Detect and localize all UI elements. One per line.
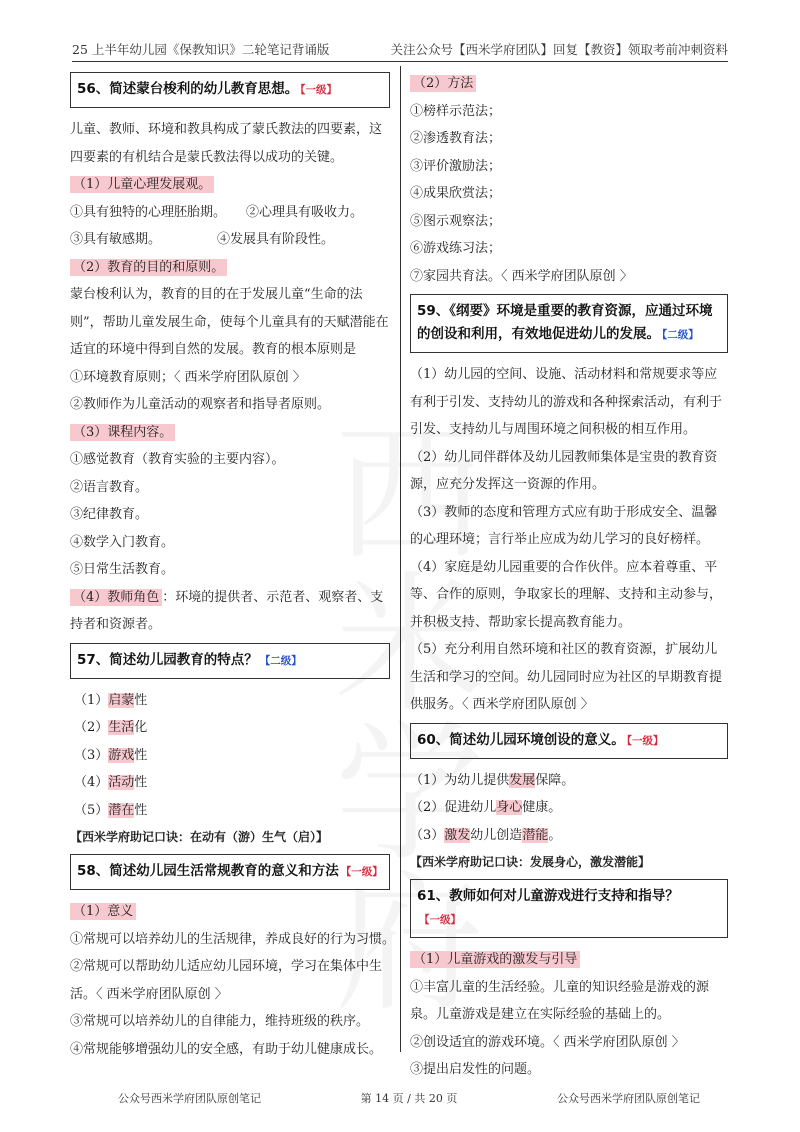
level-badge: 【一级】 bbox=[300, 84, 338, 96]
page-footer bbox=[118, 1090, 700, 1106]
header-right-text: 关注公众号【西米学府团队】回复【教资】领取考前冲刺资料 bbox=[390, 42, 728, 57]
q61-paragraph: ③提出启发性的问题。 bbox=[410, 1062, 541, 1077]
q60-item: （1）为幼儿提供发展保障。 bbox=[410, 772, 575, 788]
q56-section3-title: （3）课程内容。 bbox=[70, 424, 175, 441]
q56-s3-item: ②语言教育。 bbox=[70, 479, 149, 495]
q56-s2-item-a: ①环境教育原则；〈 西米学府团队原创 〉 bbox=[70, 369, 306, 385]
q56-intro: 儿童、教师、环境和教具构成了蒙氏教法的四要素，这四要素的有机结合是蒙氏教法得以成功的关键。 bbox=[70, 122, 383, 165]
question-58-title: 58、简述幼儿园生活常规教育的意义和方法 【一级】 bbox=[70, 854, 390, 890]
q56-s2-text: 蒙台梭利认为，教育的目的在于发展儿童“生命的法则”，帮助儿童发展生命，使每个儿童具有的天赋潜能在适宜的环境中得到自然的发展。教育的根本原则是 bbox=[70, 287, 389, 357]
right-column bbox=[410, 70, 728, 1084]
q58-section1-title: （1）意义 bbox=[70, 903, 136, 920]
q58-s1-item: ③常规可以培养幼儿的自律能力，维持班级的秩序。 bbox=[70, 1014, 370, 1029]
level-badge: 【一级】 bbox=[419, 914, 461, 926]
q58-s2-item: ⑤图示观察法； bbox=[410, 213, 502, 229]
footer-right: 公众号西米学府团队原创笔记 bbox=[557, 1092, 700, 1105]
q58-section2-title: （2）方法 bbox=[410, 75, 476, 92]
level-badge: 【一级】 bbox=[626, 734, 664, 747]
level-badge: 【二级】 bbox=[662, 329, 699, 341]
q58-s2-item: ④成果欣赏法； bbox=[410, 186, 502, 201]
question-60-title: 60、简述幼儿园环境创设的意义。 【一级】 bbox=[410, 723, 728, 759]
q57-item: （5）潜在性 bbox=[74, 802, 148, 818]
q60-mnemonic: 【西米学府助记口诀：发展身心，激发潜能】 bbox=[410, 855, 651, 869]
q56-s3-item: ④数学入门教育。 bbox=[70, 534, 175, 550]
question-57-title: 57、简述幼儿园教育的特点？ 【二级】 bbox=[70, 643, 390, 679]
q59-paragraph: （3）教师的态度和管理方式应有助于形成安全、温馨的心理环境；言行举止应成为幼儿学习的良好榜样。 bbox=[410, 504, 718, 547]
q56-section4: （4）教师角色 ：环境的提供者、示范者、观察者、支持者和资源者。 bbox=[70, 589, 384, 632]
q56-s3-item: ③纪律教育。 bbox=[70, 507, 149, 522]
q57-item: （4）活动性 bbox=[74, 775, 148, 790]
q58-s2-item: ③评价激励法； bbox=[410, 158, 502, 174]
q56-s3-item: ①感觉教育（教育实验的主要内容）。 bbox=[70, 452, 285, 467]
footer-left: 公众号西米学府团队原创笔记 bbox=[118, 1092, 261, 1105]
q59-paragraph: （5）充分利用自然环境和社区的教育资源，扩展幼儿生活和学习的空间。幼儿园同时应为社区的早期教育提供服务。〈 西米学府团队原创 〉 bbox=[410, 642, 723, 712]
left-column bbox=[70, 72, 396, 1063]
q58-s1-item: ①常规可以培养幼儿的生活规律，养成良好的行为习惯。 bbox=[70, 931, 396, 947]
q59-paragraph: （2）幼儿同伴群体及幼儿园教师集体是宝贵的教育资源，应充分发挥这一资源的作用。 bbox=[410, 449, 718, 492]
q60-item: （3）激发幼儿创造潜能。 bbox=[410, 827, 562, 843]
q61-paragraph: ①丰富儿童的生活经验。儿童的知识经验是游戏的源泉。儿童游戏是建立在实际经验的基础上的。 bbox=[410, 979, 710, 1022]
q58-s2-item: ②渗透教育法； bbox=[410, 131, 502, 146]
column-divider bbox=[400, 66, 401, 1052]
question-59-title: 59、《纲要》环境是重要的教育资源，应通过环境的创设和利用，有效地促进幼儿的发展。 【二级】 bbox=[410, 294, 728, 353]
q56-s3-item: ⑤日常生活教育。 bbox=[70, 562, 175, 577]
page-number: 第 14 页 / 共 20 页 bbox=[360, 1092, 458, 1105]
q57-mnemonic: 【西米学府助记口诀：在动有（游）生气（启）】 bbox=[70, 830, 329, 844]
q57-item: （1）启蒙性 bbox=[74, 692, 148, 708]
page-header bbox=[72, 38, 728, 62]
q58-s1-item: ②常规可以帮助幼儿适应幼儿园环境，学习在集体中生活。〈 西米学府团队原创 〉 bbox=[70, 959, 383, 1002]
q56-s1-row1: ①具有独特的心理胚胎期。 ②心理具有吸收力。 bbox=[70, 204, 364, 220]
q57-item: （2）生活化 bbox=[74, 720, 148, 735]
q60-item: （2）促进幼儿身心健康。 bbox=[410, 800, 562, 815]
q59-paragraph: （1）幼儿园的空间、设施、活动材料和常规要求等应有利于引发、支持幼儿的游戏和各种探索活动，有利于引发、支持幼儿与周围环境之间积极的相互作用。 bbox=[410, 367, 723, 437]
q56-s2-item-b: ②教师作为儿童活动的观察者和指导者原则。 bbox=[70, 397, 331, 412]
q56-s1-row2: ③具有敏感期。 ④发展具有阶段性。 bbox=[70, 232, 335, 247]
q58-s2-item: ⑥游戏练习法； bbox=[410, 241, 502, 256]
q61-section1-title: （1）儿童游戏的激发与引导 bbox=[410, 951, 580, 968]
level-badge: 【一级】 bbox=[340, 866, 383, 878]
header-left-text: 25 上半年幼儿园《保教知识》二轮笔记背诵版 bbox=[72, 42, 330, 57]
level-badge: 【二级】 bbox=[259, 654, 302, 667]
q56-section2-title: （2）教育的目的和原则。 bbox=[70, 259, 227, 276]
q58-s1-item: ④常规能够增强幼儿的安全感，有助于幼儿健康成长。 bbox=[70, 1041, 383, 1057]
q59-paragraph: （4）家庭是幼儿园重要的合作伙伴。应本着尊重、平等、合作的原则，争取家长的理解、支持和主动参与，并积极支持、帮助家长提高教育能力。 bbox=[410, 559, 723, 630]
q57-item: （3）游戏性 bbox=[74, 747, 148, 763]
q61-paragraph: ②创设适宜的游戏环境。〈 西米学府团队原创 〉 bbox=[410, 1034, 685, 1050]
question-56-title: 56、简述蒙台梭利的幼儿教育思想。 【一级】 bbox=[70, 72, 390, 108]
question-61-title: 61、教师如何对儿童游戏进行支持和指导？【一级】 bbox=[410, 879, 728, 938]
q56-section1-title: （1）儿童心理发展观。 bbox=[70, 176, 214, 193]
q58-s2-item: ⑦家园共育法。〈 西米学府团队原创 〉 bbox=[410, 268, 633, 284]
q58-s2-item: ①榜样示范法； bbox=[410, 103, 502, 119]
